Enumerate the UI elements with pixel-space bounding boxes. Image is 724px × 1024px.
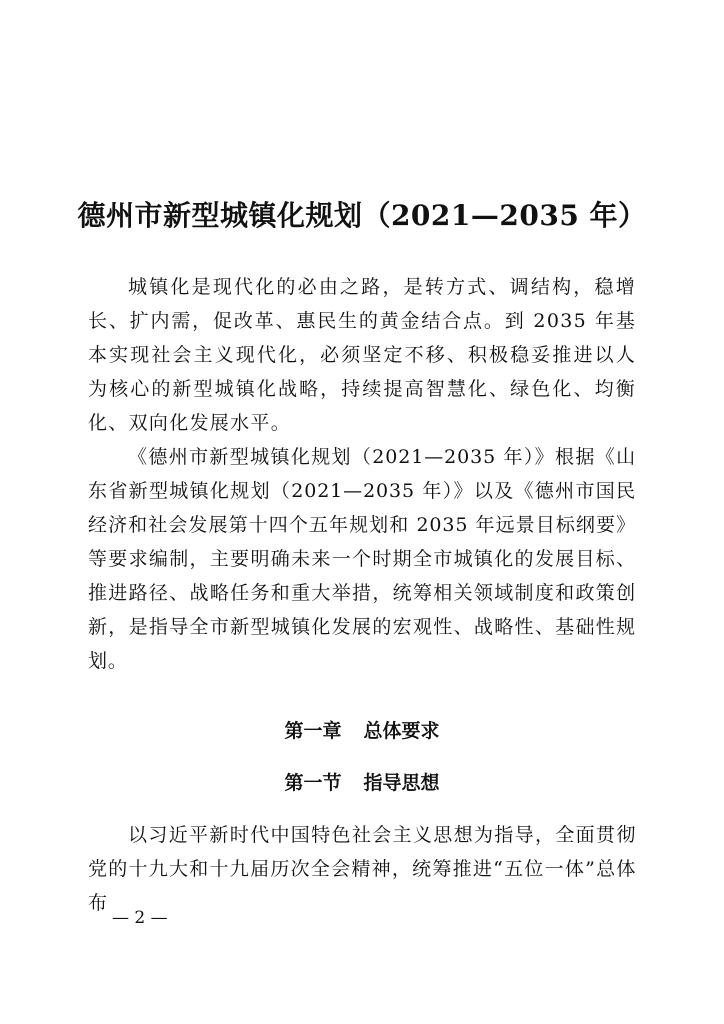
chapter-heading [88,716,636,746]
section-title: 指导思想 [363,772,440,794]
page-number: — 2 — [112,908,168,928]
document-title: 德州市新型城镇化规划（2021—2035 年） [77,199,647,232]
chapter-number: 第一章 [284,720,342,742]
section-number: 第一节 [284,772,342,794]
section-heading [88,768,636,798]
intro-paragraph: 城镇化是现代化的必由之路，是转方式、调结构，稳增长、扩内需，促改革、惠民生的黄金结合点。到 2035 年基本实现社会主义现代化，必须坚定不移、积极稳妥推进以人为核心的新型城镇化战略，持续提高智慧化、绿色化、均衡化、双向化发展水平。 [88,276,636,434]
intro-paragraph: 《德州市新型城镇化规划（2021—2035 年）》根据《山东省新型城镇化规划（2021—2035 年）》以及《德州市国民经济和社会发展第十四个五年规划和 2035 年远景目标纲要》等要求编制，主要明确未来一个时期全市城镇化的发展目标、推进路径、战略任务和重大举措，统筹相关领域制度和政策创新，是指导全市新型城镇化发展的宏观性、战略性、基础性规划。 [88,446,636,672]
section-paragraph: 以习近平新时代中国特色社会主义思想为指导，全面贯彻党的十九大和十九届历次全会精神，统筹推进“五位一体”总体布 [88,824,636,914]
chapter-title: 总体要求 [363,720,440,742]
